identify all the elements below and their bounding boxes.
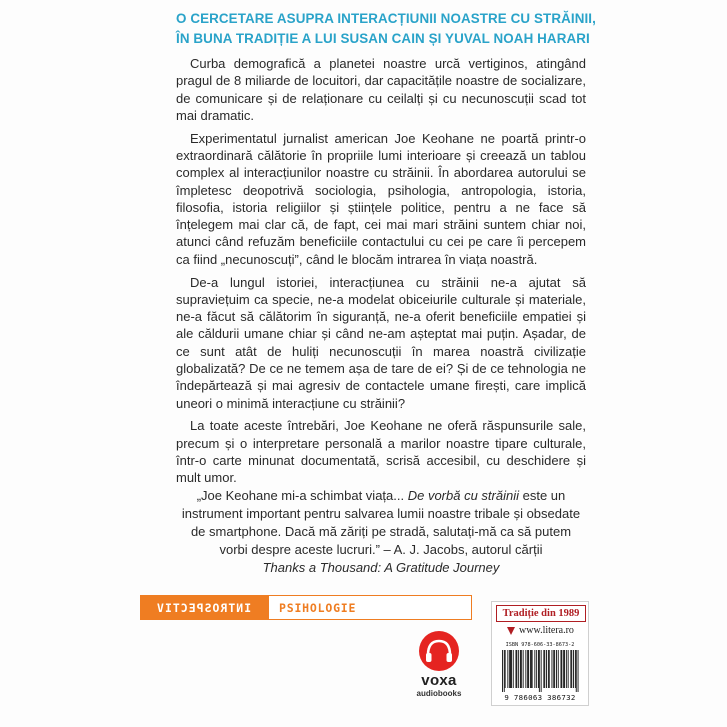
barcode-bar <box>575 650 576 688</box>
endorsement-quote <box>176 487 586 577</box>
barcode-bar <box>516 650 517 688</box>
barcode-bar <box>556 650 557 688</box>
isbn-label: ISBN 978-606-33-8673-2 <box>505 642 575 648</box>
barcode-bar <box>553 650 554 688</box>
barcode-bar <box>523 650 524 688</box>
barcode-bar <box>511 650 512 688</box>
barcode-bar <box>541 650 542 692</box>
barcode-bar <box>548 650 549 688</box>
barcode-bar <box>571 650 572 688</box>
barcode-bar <box>525 650 526 688</box>
barcode-bar <box>563 650 564 688</box>
barcode-bars <box>496 650 584 692</box>
barcode-bar <box>502 650 503 692</box>
barcode-bar <box>532 650 533 688</box>
barcode-bar <box>520 650 521 688</box>
collection-label <box>140 595 268 620</box>
barcode-bar <box>576 650 577 692</box>
barcode-bar <box>507 650 508 688</box>
category-label: PSIHOLOGIE <box>268 595 472 620</box>
barcode-bar <box>530 650 531 688</box>
barcode-bar <box>510 650 511 688</box>
barcode-bar <box>566 650 567 688</box>
headphones-icon <box>403 628 475 672</box>
barcode <box>496 642 584 702</box>
barcode-bar <box>516 650 517 688</box>
barcode-bar <box>564 650 565 688</box>
imprint-box <box>491 601 589 706</box>
barcode-bar <box>504 650 505 692</box>
litera-logo-icon <box>506 626 516 636</box>
quote-book-title: De vorbă cu străinii <box>407 488 519 503</box>
headline-line-2: ÎN BUNA TRADIȚIE A LUI SUSAN CAIN ȘI YUVAL NOAH HARARI <box>176 31 590 46</box>
barcode-bar <box>518 650 519 688</box>
barcode-bar <box>539 650 540 692</box>
tradition-label: Tradiție din 1989 <box>496 605 586 622</box>
barcode-bar <box>544 650 545 688</box>
barcode-bar <box>543 650 544 688</box>
blurb-paragraph-4: La toate aceste întrebări, Joe Keohane ne oferă răspunsurile sale, precum și o interpretare personală a marilor noastre tipare culturale, într-o carte minunat documentată, scrisă accesibil, cu deschidere și mult umor. <box>176 418 586 486</box>
barcode-bar <box>521 650 522 688</box>
barcode-bar <box>561 650 562 688</box>
barcode-bar <box>554 650 555 688</box>
barcode-bar <box>549 650 550 688</box>
barcode-bar <box>536 650 537 688</box>
headline-line-1: O CERCETARE ASUPRA INTERACȚIUNII NOASTRE CU STRĂINII, <box>176 11 596 26</box>
barcode-digits: 9 786063 386732 <box>504 693 576 702</box>
website-row <box>496 624 584 637</box>
voxa-logo <box>403 628 475 698</box>
category-bar <box>140 595 472 620</box>
barcode-bar <box>546 650 547 688</box>
cover-headline <box>176 9 596 49</box>
quote-part-2: este un instrument important pentru salvarea lumii noastre tribale și obsedate de smartphone. Dacă mă zăriți pe stradă, salutați-mă ca să putem vorbi despre aceste lucruri.” – A. J. Jacobs, autorul cărții <box>181 488 581 557</box>
barcode-bar <box>534 650 535 688</box>
barcode-bar <box>538 650 539 688</box>
quote-part-1: „Joe Keohane mi-a schimbat viața... <box>196 488 408 503</box>
barcode-bar <box>578 650 579 692</box>
blurb-paragraph-2: Experimentatul jurnalist american Joe Keohane ne poartă printr-o extraordinară călătorie în propriile lumi interioare și creează un tablou complex al interacțiunilor noastre cu străinii. În abordarea autorului se împletesc deopotrivă sociologia, psihologia, antropologia, istoria, filosofia, istoria religiilor și științele politice, pentru a ne face să înțelegem mai clar că, de fapt, cei mai mari străini suntem chiar noi, atunci când refuzăm beneficiile contactului cu cei pe care îi percepem ca fiind „necunoscuți”, când le blocăm intrarea în viața noastră. <box>176 130 586 267</box>
blurb-paragraph-3: De-a lungul istoriei, interacțiunea cu străinii ne-a ajutat să supraviețuim ca specie, ne-a modelat obiceiurile culturale și materiale, ne-a făcut să călătorim în siguranță, ne-a oferit beneficiile empatiei și ale căldurii umane chiar și când ne-am așteptat mai puțin. Așadar, de ce sunt atât de huliți necunoscuții în marea noastră civilizație globalizată? De ce ne temem așa de tare de ei? Și de ce tehnologia ne îndepărtează și mai agresiv de contactele umane firești, care implică uneori o minimă interacțiune cu străinii? <box>176 274 586 411</box>
voxa-subtitle: audiobooks <box>416 689 462 698</box>
barcode-bar <box>513 650 514 688</box>
barcode-bar <box>527 650 528 688</box>
collection-label-mirrored-text: INTROSPECTIV <box>156 600 252 615</box>
barcode-bar <box>568 650 569 688</box>
barcode-bar <box>509 650 510 688</box>
voxa-wordmark: voxa <box>421 672 457 689</box>
barcode-bar <box>505 650 506 688</box>
website-url: www.litera.ro <box>519 625 574 636</box>
barcode-bar <box>573 650 574 688</box>
barcode-bar <box>558 650 559 688</box>
barcode-bar <box>531 650 532 688</box>
blurb-text <box>176 55 586 492</box>
quote-referenced-book: Thanks a Thousand: A Gratitude Journey <box>262 560 500 575</box>
barcode-bar <box>528 650 529 688</box>
barcode-bar <box>552 650 553 688</box>
barcode-bar <box>570 650 571 688</box>
blurb-paragraph-1: Curba demografică a planetei noastre urcă vertiginos, atingând pragul de 8 miliarde de locuitori, dar capacitățile noastre de socializare, de comunicare și de relaționare cu ceilalți și cu necunoscuții scad tot mai dramatic. <box>176 56 586 123</box>
barcode-bar <box>561 650 562 688</box>
